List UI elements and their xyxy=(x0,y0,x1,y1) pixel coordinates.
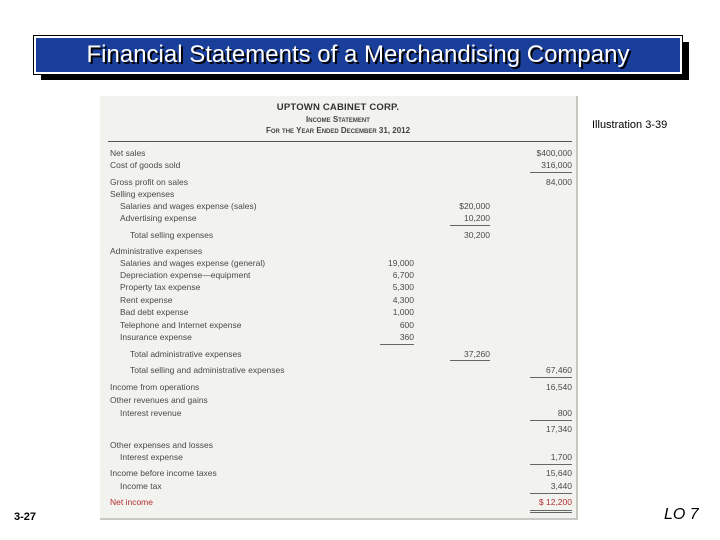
row-total-admin xyxy=(100,348,576,360)
row-admin-heading xyxy=(100,245,576,257)
row-interest-expense xyxy=(100,451,576,463)
row-subtotal xyxy=(100,423,576,435)
underline xyxy=(450,360,490,361)
row-label: Net sales xyxy=(110,148,146,158)
row-amount: $ 12,200 xyxy=(538,497,572,507)
row-amount: 6,700 xyxy=(392,270,414,280)
row-amount: 600 xyxy=(399,320,414,330)
row-cogs xyxy=(100,159,576,171)
row-label: Gross profit on sales xyxy=(110,177,188,187)
double-underline-bottom xyxy=(530,512,572,513)
row-label: Property tax expense xyxy=(120,282,201,292)
row-total-selling xyxy=(100,229,576,241)
row-label: Total selling and administrative expenses xyxy=(130,365,285,375)
row-amount: 15,640 xyxy=(546,468,572,478)
row-label: Cost of goods sold xyxy=(110,160,181,170)
statement-header xyxy=(100,102,576,136)
row-label: Total selling expenses xyxy=(130,230,214,240)
statement-name: Income Statement xyxy=(306,115,370,124)
row-amount: 10,200 xyxy=(464,213,490,223)
underline xyxy=(530,377,572,378)
underline xyxy=(530,420,572,421)
underline xyxy=(450,225,490,226)
row-income-before-taxes xyxy=(100,467,576,479)
row-label: Bad debt expense xyxy=(120,307,189,317)
row-total-selling-admin xyxy=(100,364,576,376)
row-amount: $20,000 xyxy=(459,201,490,211)
row-label: Rent expense xyxy=(120,295,173,305)
row-advertising xyxy=(100,212,576,224)
row-label: Income before income taxes xyxy=(110,468,217,478)
header-rule xyxy=(108,141,572,142)
row-rent xyxy=(100,294,576,306)
row-label: Net income xyxy=(110,497,153,507)
row-label: Depreciation expense—equipment xyxy=(120,270,251,280)
slide-number: 3-27 xyxy=(14,511,37,523)
row-amount: 16,540 xyxy=(546,382,572,392)
row-amount: 360 xyxy=(399,332,414,342)
row-amount: 37,260 xyxy=(464,349,490,359)
row-label: Selling expenses xyxy=(110,189,175,199)
row-property-tax xyxy=(100,281,576,293)
row-amount: 316,000 xyxy=(541,160,572,170)
row-net-income xyxy=(100,496,576,508)
statement-period: For the Year Ended December 31, 2012 xyxy=(265,126,411,135)
company-name: UPTOWN CABINET CORP. xyxy=(276,102,400,113)
row-interest-revenue xyxy=(100,407,576,419)
learning-objective: LO 7 xyxy=(664,506,699,523)
illustration-label: Illustration 3-39 xyxy=(592,119,668,131)
row-telephone xyxy=(100,319,576,331)
row-label: Interest expense xyxy=(120,452,183,462)
row-amount: 800 xyxy=(557,408,572,418)
row-amount: 19,000 xyxy=(388,258,414,268)
row-other-revenues xyxy=(100,394,576,406)
row-label: Salaries and wages expense (sales) xyxy=(120,201,257,211)
row-label: Other expenses and losses xyxy=(110,440,214,450)
row-gross-profit xyxy=(100,176,576,188)
row-income-tax xyxy=(100,480,576,492)
row-label: Other revenues and gains xyxy=(110,395,208,405)
row-label: Telephone and Internet expense xyxy=(120,320,242,330)
row-amount: 1,000 xyxy=(392,307,414,317)
row-selling-heading xyxy=(100,188,576,200)
row-amount: $400,000 xyxy=(536,148,572,158)
row-insurance xyxy=(100,331,576,343)
row-salaries-general xyxy=(100,257,576,269)
row-amount: 67,460 xyxy=(546,365,572,375)
row-label: Insurance expense xyxy=(120,332,192,342)
row-other-expenses xyxy=(100,439,576,451)
row-net-sales xyxy=(100,147,576,159)
row-label: Income tax xyxy=(120,481,162,491)
row-label: Advertising expense xyxy=(120,213,197,223)
row-salaries-sales xyxy=(100,200,576,212)
row-amount: 17,340 xyxy=(546,424,572,434)
row-amount: 84,000 xyxy=(546,177,572,187)
row-income-operations xyxy=(100,381,576,393)
underline xyxy=(530,493,572,494)
row-amount: 3,440 xyxy=(550,481,572,491)
row-amount: 30,200 xyxy=(464,230,490,240)
row-label: Interest revenue xyxy=(120,408,182,418)
income-statement xyxy=(100,96,578,520)
row-amount: 1,700 xyxy=(550,452,572,462)
underline xyxy=(380,344,414,345)
underline xyxy=(530,172,572,173)
row-bad-debt xyxy=(100,306,576,318)
slide-title: Financial Statements of a Merchandising Company xyxy=(86,41,630,68)
row-label: Total administrative expenses xyxy=(130,349,242,359)
row-amount: 4,300 xyxy=(392,295,414,305)
row-amount: 5,300 xyxy=(392,282,414,292)
double-underline-top xyxy=(530,510,572,511)
row-label: Administrative expenses xyxy=(110,246,203,256)
row-depreciation xyxy=(100,269,576,281)
row-label: Income from operations xyxy=(110,382,200,392)
underline xyxy=(530,464,572,465)
title-banner xyxy=(34,36,682,74)
row-label: Salaries and wages expense (general) xyxy=(120,258,266,268)
